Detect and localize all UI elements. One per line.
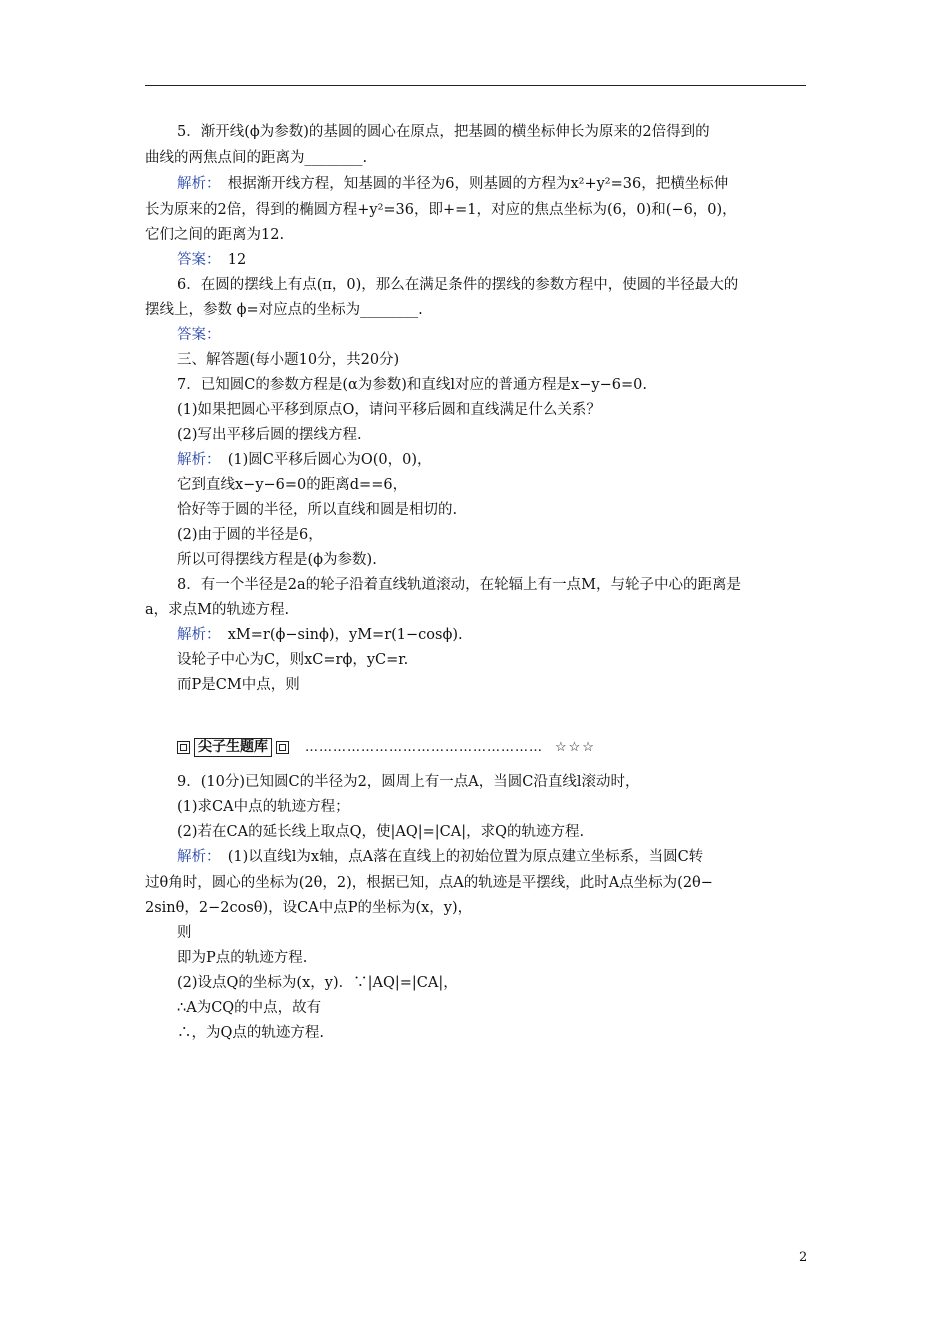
problem-5-solution-line-3: 它们之间的距离为12. [145,227,285,243]
problem-9-line-3: (2)若在CA的延长线上取点Q，使|AQ|=|CA|，求Q的轨迹方程. [177,824,585,840]
page-number: 2 [799,1250,808,1265]
problem-7-line-3: (2)写出平移后圆的摆线方程. [177,427,362,443]
problem-9-solution-line-2: 过θ角时，圆心的坐标为(2θ，2)，根据已知，点A的轨迹是平摆线，此时A点坐标为(2θ− [145,875,713,891]
problem-7-solution-line-4: (2)由于圆的半径是6， [177,527,323,543]
problem-7-solution-line-5: 所以可得摆线方程是(ϕ为参数). [177,552,377,568]
question-bank-header [175,737,596,757]
problem-7-solution-line-2: 它到直线x−y−6=0的距离d==6， [177,477,408,493]
problem-8-solution-line-1: 解析： xM=r(ϕ−sinϕ)，yM=r(1−cosϕ). [177,627,463,643]
problem-9-solution-line-1: 解析： (1)以直线l为x轴，点A落在直线上的初始位置为原点建立坐标系，当圆C转 [177,849,704,865]
header-rule [145,85,806,86]
problem-5-line-2: 曲线的两焦点间的距离为________. [145,150,368,166]
solution-label: 解析： [177,849,214,865]
answer-label: 答案： [177,252,214,268]
problem-9-line-2: (1)求CA中点的轨迹方程； [177,799,350,815]
problem-9-solution-line-6: (2)设点Q的坐标为(x，y)．∵|AQ|=|CA|， [177,975,458,991]
problem-9-solution-line-3: 2sinθ，2−2cosθ)，设CA中点P的坐标为(x，y)， [145,900,473,916]
problem-9-solution-line-4: 则 [177,925,192,941]
problem-5-answer: 答案： 12 [177,252,247,268]
problem-8-line-2: a，求点M的轨迹方程. [145,602,290,618]
problem-9-solution-line-8: ∴，为Q点的轨迹方程. [177,1025,324,1041]
problem-5-solution-line-1: 解析： 根据渐开线方程，知基圆的半径为6，则基圆的方程为x²+y²=36，把横坐标伸 [177,176,729,192]
problem-7-solution-line-1: 解析： (1)圆C平移后圆心为O(0，0)， [177,452,432,468]
question-bank-title: 尖子生题库 [194,738,272,757]
square-box-icon [276,741,289,754]
problem-9-solution-line-7: ∴A为CQ的中点，故有 [177,1000,322,1016]
problem-5-line-1: 5．渐开线(ϕ为参数)的基圆的圆心在原点，把基圆的横坐标伸长为原来的2倍得到的 [177,124,710,140]
problem-7-line-2: (1)如果把圆心平移到原点O，请问平移后圆和直线满足什么关系？ [177,402,601,418]
star-rating: ☆☆☆ [555,739,596,755]
section-3-heading: 三、解答题(每小题10分，共20分) [177,352,400,368]
problem-7-line-1: 7．已知圆C的参数方程是(α为参数)和直线l对应的普通方程是x−y−6=0. [177,377,647,393]
problem-8-solution-line-3: 而P是CM中点，则 [177,677,300,693]
dotted-leader: …………………………………………… [305,739,543,755]
problem-6-line-2: 摆线上，参数 ϕ=对应点的坐标为________. [145,302,423,318]
problem-8-solution-line-2: 设轮子中心为C，则xC=rϕ，yC=r. [177,652,409,668]
problem-9-solution-line-5: 即为P点的轨迹方程. [177,950,308,966]
solution-label: 解析： [177,627,214,643]
problem-7-solution-line-3: 恰好等于圆的半径，所以直线和圆是相切的. [177,502,458,518]
solution-label: 解析： [177,452,214,468]
problem-6-answer [177,325,221,345]
problem-8-line-1: 8．有一个半径是2a的轮子沿着直线轨道滚动，在轮辐上有一点M，与轮子中心的距离是 [177,577,741,593]
problem-6-line-1: 6．在圆的摆线上有点(π，0)，那么在满足条件的摆线的参数方程中，使圆的半径最大的 [177,277,739,293]
solution-label: 解析： [177,176,214,192]
answer-label: 答案： [177,327,221,343]
square-box-icon [177,741,190,754]
problem-5-solution-line-2: 长为原来的2倍，得到的椭圆方程+y²=36，即+=1，对应的焦点坐标为(6，0)和(−6，0)， [145,202,737,218]
problem-9-line-1: 9．(10分)已知圆C的半径为2，圆周上有一点A，当圆C沿直线l滚动时， [177,774,640,790]
